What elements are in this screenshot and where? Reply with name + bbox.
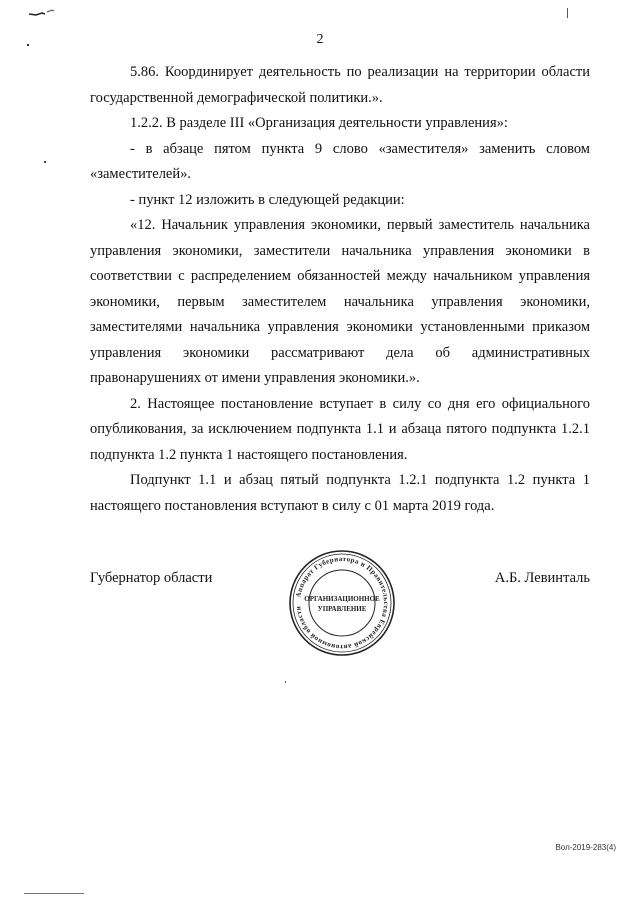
scan-dot <box>285 681 286 683</box>
document-code: Вол-2019-283(4) <box>555 843 616 852</box>
official-seal-stamp <box>287 548 397 658</box>
paragraph-amend-item-9: - в абзаце пятом пункта 9 слово «заместителя» заменить словом «заместителей». <box>90 140 590 182</box>
paragraph-item-12-intro: - пункт 12 изложить в следующей редакции: <box>130 191 405 208</box>
paragraph-effective-date: 2. Настоящее постановление вступает в силу со дня его официального опубликования, за исключением подпункта 1.1 и абзаца пятого подпункта 1.2.1 подпункта 1.2 пункта 1 настоящего постановления. <box>90 395 590 463</box>
scan-artifact-top-right <box>567 8 568 18</box>
scan-artifact-top-left <box>28 6 58 18</box>
scan-artifact-bottom-line <box>24 893 84 894</box>
svg-text:УПРАВЛЕНИЕ: УПРАВЛЕНИЕ <box>317 605 367 613</box>
scan-dot <box>44 161 46 163</box>
paragraph-item-12-text: «12. Начальник управления экономики, первый заместитель начальника управления экономики, заместители начальника управления экономики в соответствии с распределением обязанностей между начальником управления экономики, первым заместителем начальника управления экономики, заместителями начальника управления экономики установленными приказом управления экономики рассматривают дела об административных правонарушениях от имени управления экономики.». <box>90 217 590 386</box>
signatory-name: А.Б. Левинталь <box>494 570 590 586</box>
svg-text:Аппарат Губернатора и Правител: Аппарат Губернатора и Правительства Еврейской автономной области <box>294 554 391 652</box>
paragraph-effective-march: Подпункт 1.1 и абзац пятый подпункта 1.2.1 подпункта 1.2 пункта 1 настоящего постановления вступают в силу с 01 марта 2019 года. <box>90 472 590 514</box>
svg-text:ОРГАНИЗАЦИОННОЕ: ОРГАНИЗАЦИОННОЕ <box>304 595 380 603</box>
page-number: 2 <box>316 32 324 47</box>
paragraph-1-2-2: 1.2.2. В разделе III «Организация деятельности управления»: <box>130 115 508 131</box>
document-body <box>90 60 590 519</box>
paragraph-5-86: 5.86. Координирует деятельность по реализации на территории области государственной демографической политики.». <box>90 64 590 106</box>
signatory-title: Губернатор области <box>90 570 213 586</box>
